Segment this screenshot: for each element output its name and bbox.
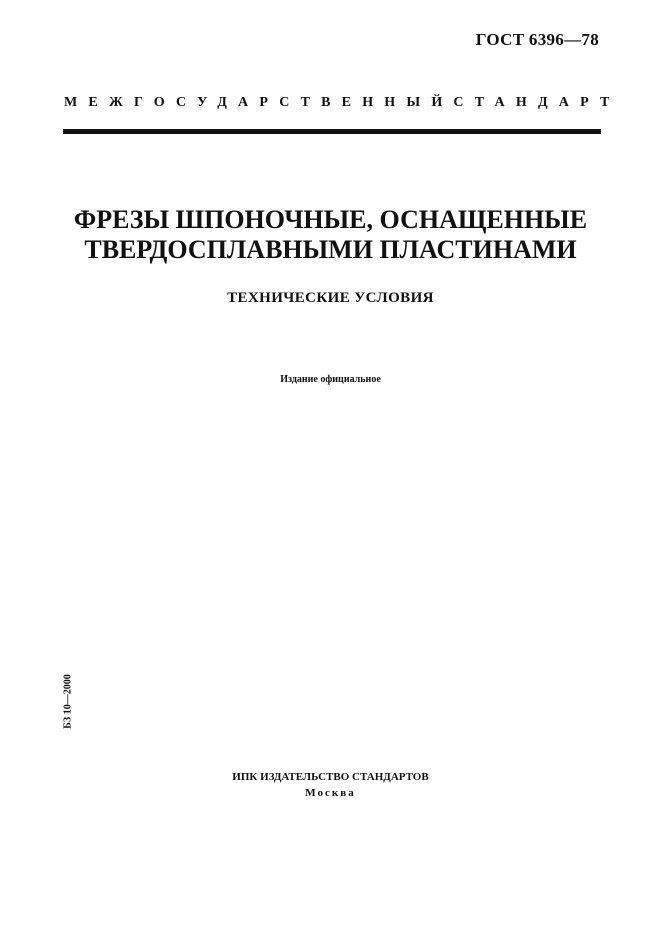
city: Москва [305, 787, 356, 799]
vertical-code-box [60, 670, 76, 732]
interstate-word-2: СТАНДАРТ [453, 95, 621, 110]
heading-rule [63, 129, 601, 134]
interstate-standard-heading [64, 95, 621, 111]
vertical-code: БЗ 10—2000 [62, 673, 74, 729]
document-title [0, 205, 661, 265]
title-line-1: ФРЕЗЫ ШПОНОЧНЫЕ, ОСНАЩЕННЫЕ [73, 205, 588, 234]
title-line-2: ТВЕРДОСПЛАВНЫМИ ПЛАСТИНАМИ [84, 235, 577, 264]
gost-number: ГОСТ 6396—78 [475, 30, 599, 49]
document-subtitle: ТЕХНИЧЕСКИЕ УСЛОВИЯ [227, 290, 434, 306]
publisher: ИПК ИЗДАТЕЛЬСТВО СТАНДАРТОВ [232, 771, 429, 783]
interstate-word-1: МЕЖГОСУДАРСТВЕННЫЙ [64, 95, 454, 110]
edition-note: Издание официальное [280, 374, 381, 385]
